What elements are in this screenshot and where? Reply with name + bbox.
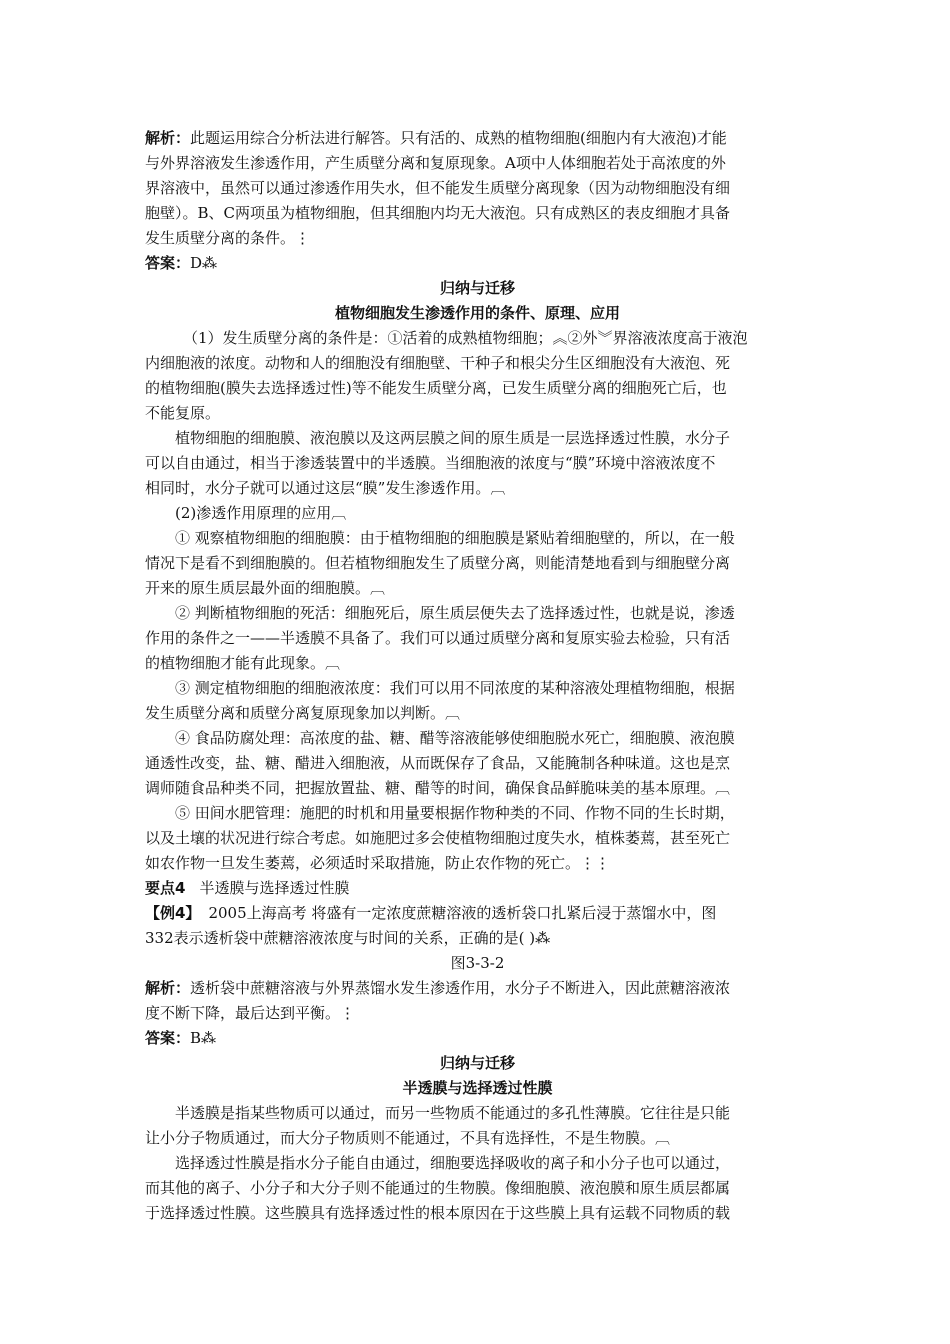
- application-item: ④ 食品防腐处理：高浓度的盐、糖、醋等溶液能够使细胞脱水死亡，细胞膜、液泡膜: [175, 729, 735, 747]
- application-item-line: 的植物细胞才能有此现象。︹: [145, 654, 341, 672]
- body-paragraph-line: 半透膜是指某些物质可以通过，而另一些物质不能通过的多孔性薄膜。它往往是只能: [175, 1104, 731, 1122]
- application-item-line: 以及土壤的状况进行综合考虑。如施肥过多会使植物细胞过度失水，植株萎蔫，甚至死亡: [145, 829, 731, 847]
- body-paragraph-line: 植物细胞的细胞膜、液泡膜以及这两层膜之间的原生质是一层选择透过性膜，水分子: [175, 429, 731, 447]
- body-paragraph-line: 不能复原。: [145, 404, 221, 422]
- application-item-line: 开来的原生质层最外面的细胞膜。︹: [145, 579, 386, 597]
- body-paragraph-line: 选择透过性膜是指水分子能自由通过，细胞要选择吸收的离子和小分子也可以通过，: [175, 1154, 731, 1172]
- analysis-paragraph-line: 发生质壁分离的条件。⋮: [145, 229, 311, 247]
- application-item: ⑤ 田间水肥管理：施肥的时机和用量要根据作物种类的不同、作物不同的生长时期，: [175, 804, 735, 822]
- application-item-line: 通透性改变，盐、糖、醋进入细胞液，从而既保存了食品，又能腌制各种味道。这也是烹: [145, 754, 731, 772]
- application-item: ③ 测定植物细胞的细胞液浓度：我们可以用不同浓度的某种溶液处理植物细胞，根据: [175, 679, 735, 697]
- body-paragraph-line: 相同时，水分子就可以通过这层“膜”发生渗透作用。︹: [145, 479, 506, 497]
- subsection-title: (2)渗透作用原理的应用︹: [175, 504, 347, 522]
- body-paragraph-line: 内细胞液的浓度。动物和人的细胞没有细胞壁、干种子和根尖分生区细胞没有大液泡、死: [145, 354, 731, 372]
- analysis-label: 解析：: [145, 129, 191, 147]
- answer-line: [145, 1026, 810, 1050]
- key-point-title: 半透膜与选择透过性膜: [199, 879, 350, 897]
- section-heading: 归纳与迁移: [439, 1054, 515, 1072]
- analysis-paragraph-line: 界溶液中，虽然可以通过渗透作用失水，但不能发生质壁分离现象（因为动物细胞没有细: [145, 179, 731, 197]
- body-paragraph-line: （1）发生质壁分离的条件是：①活着的成熟植物细胞；︽②外︾界溶液浓度高于液泡: [183, 329, 748, 347]
- application-item: ① 观察植物细胞的细胞膜：由于植物细胞的细胞膜是紧贴着细胞壁的，所以，在一般: [175, 529, 735, 547]
- application-item: ② 判断植物细胞的死活：细胞死后，原生质层便失去了选择透过性，也就是说，渗透: [175, 604, 735, 622]
- body-paragraph-line: 而其他的离子、小分子和大分子则不能通过的生物膜。像细胞膜、液泡膜和原生质层都属: [145, 1179, 731, 1197]
- section-subheading: 植物细胞发生渗透作用的条件、原理、应用: [334, 304, 620, 322]
- answer-value: B⁂: [190, 1029, 217, 1047]
- application-item-line: 发生质壁分离和质壁分离复原现象加以判断。︹: [145, 704, 461, 722]
- analysis-paragraph-line: 度不断下降，最后达到平衡。⋮: [145, 1004, 356, 1022]
- application-item-line: 调师随食品种类不同，把握放置盐、糖、醋等的时间，确保食品鲜脆味美的基本原理。︹: [145, 779, 731, 797]
- example-question-line: 【例4】 2005上海高考 将盛有一定浓度蔗糖溶液的透析袋口扎紧后浸于蒸馏水中，图: [145, 904, 717, 922]
- application-item-line: 情况下是看不到细胞膜的。但若植物细胞发生了质壁分离，则能清楚地看到与细胞壁分离: [145, 554, 731, 572]
- answer-line: [145, 251, 810, 275]
- application-item-line: 作用的条件之一——半透膜不具备了。我们可以通过质壁分离和复原实验去检验，只有活: [145, 629, 731, 647]
- body-paragraph-line: 可以自由通过，相当于渗透装置中的半透膜。当细胞液的浓度与“膜”环境中溶液浓度不: [145, 454, 716, 472]
- analysis-paragraph-line: 与外界溶液发生渗透作用，产生质壁分离和复原现象。A项中人体细胞若处于高浓度的外: [145, 154, 726, 172]
- answer-label: 答案：: [145, 1029, 191, 1047]
- body-paragraph-line: 的植物细胞(膜失去选择透过性)等不能发生质壁分离，已发生质壁分离的细胞死亡后，也: [145, 379, 727, 397]
- figure-caption: 图3-3-2: [450, 954, 505, 972]
- example-question-line: 332表示透析袋中蔗糖溶液浓度与时间的关系，正确的是( )⁂: [145, 929, 551, 947]
- key-point-label: 要点4: [145, 879, 186, 897]
- example-label: 【例4】: [145, 904, 201, 922]
- section-subheading: 半透膜与选择透过性膜: [402, 1079, 553, 1097]
- key-point-heading: [145, 876, 810, 900]
- answer-label: 答案：: [145, 254, 191, 272]
- analysis-paragraph-line: 胞壁）。B、C两项虽为植物细胞，但其细胞内均无大液泡。只有成熟区的表皮细胞才具备: [145, 204, 731, 222]
- section-heading: 归纳与迁移: [439, 279, 515, 297]
- body-paragraph-line: 让小分子物质通过，而大分子物质则不能通过，不具有选择性，不是生物膜。︹: [145, 1129, 671, 1147]
- application-item-line: 如农作物一旦发生萎蔫，必须适时采取措施，防止农作物的死亡。⋮⋮: [145, 854, 611, 872]
- body-paragraph-line: 于选择透过性膜。这些膜具有选择透过性的根本原因在于这些膜上具有运载不同物质的载: [145, 1204, 731, 1222]
- analysis-paragraph-line: 解析：此题运用综合分析法进行解答。只有活的、成熟的植物细胞(细胞内有大液泡)才能: [145, 129, 727, 147]
- analysis-label: 解析：: [145, 979, 191, 997]
- analysis-paragraph-line: 解析：透析袋中蔗糖溶液与外界蒸馏水发生渗透作用，水分子不断进入，因此蔗糖溶液浓: [145, 979, 731, 997]
- answer-value: D⁂: [190, 254, 218, 272]
